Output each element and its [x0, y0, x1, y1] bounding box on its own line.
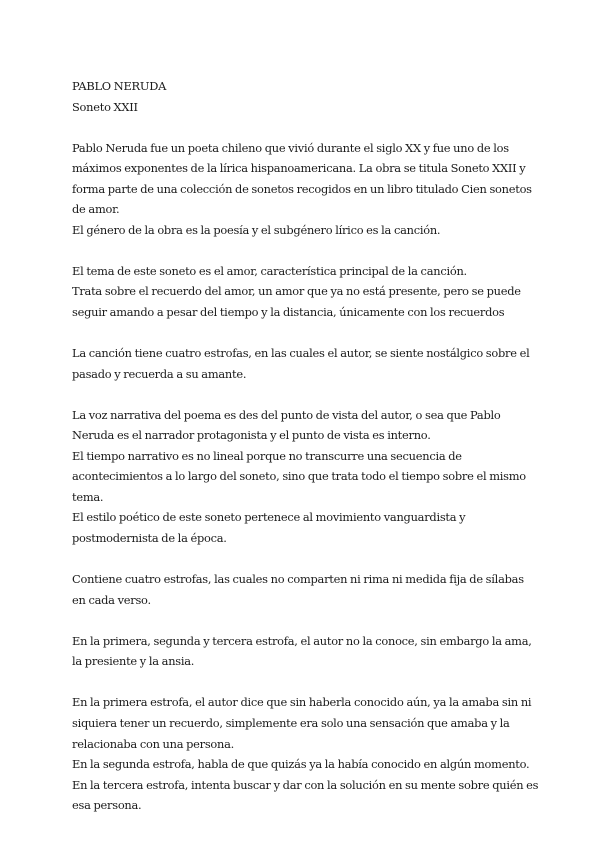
text-line: La canción tiene cuatro estrofas, en las cuales el autor, se siente nostálgico sobre el — [72, 346, 530, 361]
text-line: La voz narrativa del poema es des del punto de vista del autor, o sea que Pablo — [72, 407, 501, 422]
paragraph-metrics — [72, 569, 552, 610]
text-line: El tiempo narrativo es no lineal porque no transcurre una secuencia de — [72, 448, 462, 463]
paragraph-intro — [72, 138, 552, 241]
text-line: la presiente y la ansia. — [72, 654, 195, 669]
text-line: acontecimientos a lo largo del soneto, sino que trata todo el tiempo sobre el mismo — [72, 469, 526, 484]
paragraph-narrative-voice — [72, 405, 552, 549]
text-line: postmodernista de la época. — [72, 531, 227, 546]
text-line: esa persona. — [72, 798, 142, 813]
paragraph-stanzas-summary — [72, 631, 552, 672]
document-title: PABLO NERUDA — [72, 79, 167, 93]
text-line: En la primera, segunda y tercera estrofa, el autor no la conoce, sin embargo la ama, — [72, 633, 532, 648]
text-line: pasado y recuerda a su amante. — [72, 366, 247, 381]
text-line: El género de la obra es la poesía y el subgénero lírico es la canción. — [72, 222, 441, 237]
text-line: El tema de este soneto es el amor, característica principal de la canción. — [72, 263, 467, 278]
text-line: Neruda es el narrador protagonista y el punto de vista es interno. — [72, 428, 431, 443]
text-line: En la primera estrofa, el autor dice que sin haberla conocido aún, ya la amaba sin ni — [72, 695, 532, 710]
text-line: Pablo Neruda fue un poeta chileno que vivió durante el siglo XX y fue uno de los — [72, 140, 509, 155]
document-page — [72, 76, 552, 836]
paragraph-structure — [72, 343, 552, 384]
document-header — [72, 76, 552, 117]
text-line: de amor. — [72, 202, 120, 217]
text-line: Contiene cuatro estrofas, las cuales no comparten ni rima ni medida fija de sílabas — [72, 572, 524, 587]
text-line: En la segunda estrofa, habla de que quizás ya la había conocido en algún momento. — [72, 757, 530, 772]
text-line: en cada verso. — [72, 592, 151, 607]
paragraph-theme — [72, 261, 552, 323]
text-line: siquiera tener un recuerdo, simplemente era solo una sensación que amaba y la — [72, 715, 510, 730]
paragraph-stanzas-detail — [72, 692, 552, 815]
text-line: tema. — [72, 489, 104, 504]
text-line: forma parte de una colección de sonetos recogidos en un libro titulado Cien sonetos — [72, 181, 532, 196]
document-subtitle: Soneto XXII — [72, 99, 138, 114]
text-line: El estilo poético de este soneto pertenece al movimiento vanguardista y — [72, 510, 466, 525]
text-line: relacionaba con una persona. — [72, 736, 235, 751]
text-line: Trata sobre el recuerdo del amor, un amor que ya no está presente, pero se puede — [72, 284, 521, 299]
text-line: seguir amando a pesar del tiempo y la distancia, únicamente con los recuerdos — [72, 305, 505, 320]
text-line: máximos exponentes de la lírica hispanoamericana. La obra se titula Soneto XXII y — [72, 161, 526, 176]
text-line: En la tercera estrofa, intenta buscar y dar con la solución en su mente sobre quién es — [72, 777, 539, 792]
